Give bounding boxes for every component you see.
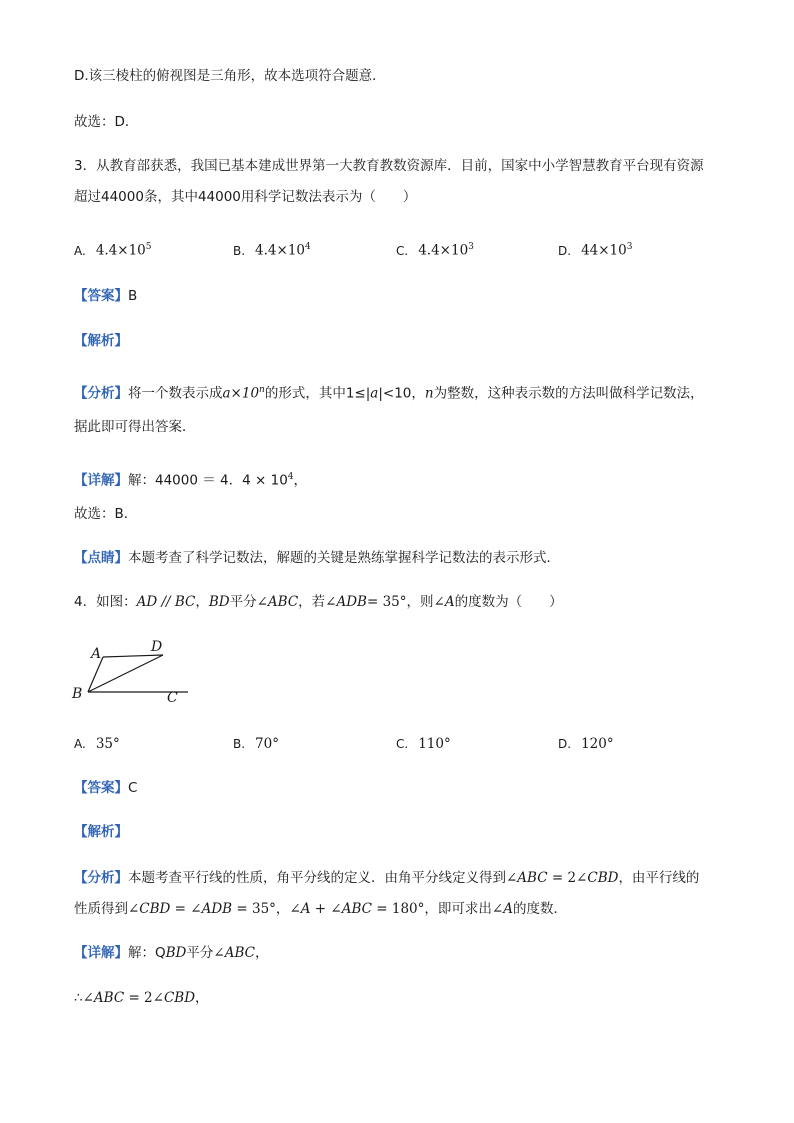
question-4-fenxi-line-2 xyxy=(74,899,567,919)
fenxi-math: ∠CBD xyxy=(128,901,171,917)
fenxi-math: ∠ABC xyxy=(330,901,372,917)
fenxi-text: = 2 xyxy=(547,870,577,886)
choice-line xyxy=(74,112,138,132)
question-4-option-a xyxy=(74,734,120,754)
fenxi-text: ，由平行线的 xyxy=(618,870,700,886)
answer-tag: 【答案】 xyxy=(74,288,128,304)
fenxi-text: + xyxy=(310,901,331,917)
option-letter: A. xyxy=(74,243,86,258)
comment-tag: 【点睛】 xyxy=(74,550,128,566)
question-4-option-d xyxy=(558,734,614,754)
stem-text: 4．如图： xyxy=(74,594,137,610)
option-value: 35° xyxy=(95,736,120,752)
label-d: D xyxy=(151,639,163,655)
fenxi-text: 性质得到 xyxy=(74,901,128,917)
analysis-tag: 【解析】 xyxy=(74,333,128,349)
solution-text: D.该三棱柱的俯视图是三角形，故本选项符合题意． xyxy=(74,68,386,84)
question-3-option-c xyxy=(396,237,474,261)
geometry-figure xyxy=(60,636,200,712)
fenxi-text: 为整数，这种表示数的方法叫做科学记数法， xyxy=(433,385,704,402)
label-b: B xyxy=(72,686,83,702)
option-value: 70° xyxy=(255,736,279,752)
analysis-tag: 【解析】 xyxy=(74,824,128,840)
comment-text: 本题考查了科学记数法，解题的关键是熟练掌握科学记数法的表示形式． xyxy=(128,550,560,566)
fenxi-math: ∠ABC xyxy=(506,870,548,886)
fenxi-math: a xyxy=(370,385,379,402)
question-3-stem-2: 超过44000条，其中44000用科学记数法表示为（ ） xyxy=(74,189,417,205)
question-3-stem-line-2 xyxy=(74,187,416,207)
fenxi-text: = 35°， xyxy=(232,901,290,917)
segment-ba xyxy=(88,657,103,692)
step-text: = 2 xyxy=(124,990,153,1006)
stem-math: ∠ABC xyxy=(256,594,299,610)
question-3-answer xyxy=(74,286,137,306)
stem-text: 的度数为（ ） xyxy=(454,594,563,610)
option-letter: B. xyxy=(233,243,246,258)
fenxi-text: = xyxy=(170,901,191,917)
option-letter: C. xyxy=(396,737,409,751)
stem-text: = 35°，则 xyxy=(366,594,434,610)
option-letter: D. xyxy=(558,243,572,258)
question-3-comment xyxy=(74,548,560,568)
stem-math: AD // BC xyxy=(136,594,196,610)
question-4-analysis-heading xyxy=(74,822,128,842)
question-4-stem xyxy=(74,592,563,612)
question-3-choice xyxy=(74,504,137,524)
option-base: 4.4×10 xyxy=(255,242,306,259)
detail-text: ， xyxy=(293,472,308,489)
stem-math: BD xyxy=(208,594,230,610)
option-exponent: 4 xyxy=(305,242,311,252)
fenxi-tag: 【分析】 xyxy=(74,870,128,886)
label-a: A xyxy=(91,646,102,662)
question-4-detail xyxy=(74,943,268,963)
detail-text: ， xyxy=(254,945,269,961)
choice-text: 故选：B． xyxy=(74,506,138,522)
option-value: 120° xyxy=(581,736,614,752)
fenxi-math: a×10 xyxy=(222,385,260,402)
fenxi-exponent: n xyxy=(259,385,265,395)
fenxi-math: n xyxy=(424,385,434,402)
question-3-fenxi-line-2 xyxy=(74,417,196,437)
choice-text: 故选：D． xyxy=(74,114,139,130)
question-4-option-c xyxy=(396,734,451,754)
option-base: 4.4×10 xyxy=(418,242,469,259)
fenxi-math: ∠A xyxy=(289,901,311,917)
fenxi-tag: 【分析】 xyxy=(74,385,128,402)
question-4-fenxi-line-1 xyxy=(74,868,699,888)
option-base: 44×10 xyxy=(581,242,627,259)
answer-tag: 【答案】 xyxy=(74,780,128,796)
stem-text: ，若 xyxy=(298,594,326,610)
stem-math: ∠A xyxy=(433,594,455,610)
question-3-stem-1: 3．从教育部获悉，我国已基本建成世界第一大教育教数资源库．目前，国家中小学智慧教育平台现有资源 xyxy=(74,158,704,174)
fenxi-text: 据此即可得出答案． xyxy=(74,419,196,435)
step-text: ， xyxy=(195,990,209,1006)
fenxi-text: 将一个数表示成 xyxy=(128,385,223,402)
option-letter: C. xyxy=(396,243,409,258)
label-c: C xyxy=(167,690,178,706)
fenxi-text: 的形式，其中1≤| xyxy=(264,385,371,402)
solution-line-d xyxy=(74,66,386,86)
stem-text: 平分 xyxy=(229,594,257,610)
fenxi-text: |<10， xyxy=(378,385,425,402)
question-3-option-b xyxy=(233,237,311,261)
answer-value: C xyxy=(128,780,138,796)
detail-math: ∠ABC xyxy=(213,945,255,961)
stem-math: ∠ADB xyxy=(325,594,367,610)
step-math: ∠ABC xyxy=(82,990,125,1006)
option-exponent: 5 xyxy=(145,242,152,252)
option-letter: D. xyxy=(558,737,572,751)
fenxi-text: 的度数． xyxy=(512,901,567,917)
detail-exponent: 4 xyxy=(287,472,294,482)
fenxi-math: ∠ADB xyxy=(190,901,233,917)
question-3-fenxi-line-1 xyxy=(74,380,704,404)
question-4-answer xyxy=(74,778,137,798)
question-3-detail xyxy=(74,467,307,491)
option-exponent: 3 xyxy=(468,242,474,252)
question-3-option-d xyxy=(558,237,632,261)
detail-text: 平分 xyxy=(186,945,214,961)
detail-math: BD xyxy=(165,945,187,961)
stem-text: ， xyxy=(195,594,209,610)
step-text: ∴ xyxy=(74,990,83,1006)
question-3-analysis-heading xyxy=(74,331,128,351)
detail-tag: 【详解】 xyxy=(74,472,128,489)
fenxi-math: ∠CBD xyxy=(576,870,619,886)
fenxi-text: 本题考查平行线的性质，角平分线的定义．由角平分线定义得到 xyxy=(128,870,506,886)
question-4-step xyxy=(74,988,209,1008)
question-3-option-a xyxy=(74,237,152,261)
detail-text: 解：44000 ＝ 4．4 × 10 xyxy=(128,472,288,489)
option-letter: A. xyxy=(74,737,86,751)
segment-ad xyxy=(103,655,163,657)
option-value: 110° xyxy=(418,736,451,752)
question-4-option-b xyxy=(233,734,279,754)
detail-tag: 【详解】 xyxy=(74,945,128,961)
question-3-stem-line-1 xyxy=(74,156,704,176)
fenxi-text: = 180°，即可求出 xyxy=(371,901,492,917)
answer-value: B xyxy=(128,288,138,304)
detail-text: 解：Q xyxy=(128,945,166,961)
fenxi-math: ∠A xyxy=(491,901,513,917)
option-exponent: 3 xyxy=(626,242,633,252)
option-letter: B. xyxy=(233,737,246,751)
step-math: ∠CBD xyxy=(152,990,196,1006)
option-base: 4.4×10 xyxy=(95,242,146,259)
